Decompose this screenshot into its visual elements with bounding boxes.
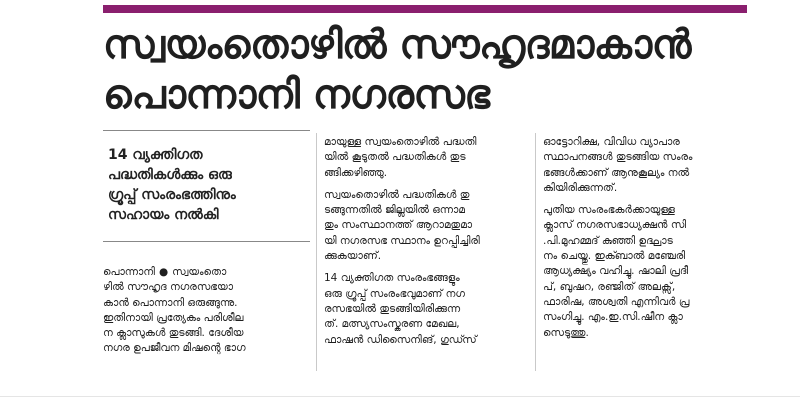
headline-line-1: സ്വയംതൊഴിൽ സൗഹൃദമാകാൻ	[103, 22, 691, 68]
text-line: യി നഗരസഭ സ്ഥാനം ഉറപ്പിച്ചിരി	[324, 234, 480, 247]
paragraph	[543, 203, 753, 341]
text-line	[103, 265, 308, 280]
text-line: ങ്ങിക്കഴിഞ്ഞു.	[324, 166, 388, 179]
headline	[103, 20, 763, 120]
text-line: ടങ്ങുന്നതിൽ ജില്ലയിൽ ഒന്നാമ	[324, 204, 465, 217]
text-line: കാൻ പൊന്നാനി ഒരുങ്ങുന്നു.	[103, 296, 238, 309]
deck-line: 14 വ്യക്തിഗത	[108, 147, 203, 163]
text-line: ത്. മത്സ്യസംസ്കരണ മേഖല,	[324, 318, 460, 331]
text-line: .പി.മുഹമ്മദ് കുഞ്ഞി ഉദ്ഘാട	[543, 234, 673, 247]
text-line: ഒരു ഗ്രൂപ്പ് സംരംഭവുമാണ് നഗ	[324, 287, 465, 300]
text-line: ഭങ്ങൾക്കാണ് ആനുകൂല്യം നൽ	[543, 166, 690, 179]
paragraph	[324, 271, 524, 347]
text-line-rest: സ്വയംതൊ	[172, 266, 227, 278]
text-line: നം ചെയ്തു. ഇക്ബാൽ മഞ്ചേരി	[543, 250, 686, 263]
text-line: ഴിൽ സൗഹൃദ നഗരസഭയാ	[103, 281, 234, 294]
text-line: ഫാരിഷ, അശ്വതി എന്നിവർ പ്ര	[543, 295, 690, 308]
deck-line: സഹായം നൽകി	[108, 207, 219, 223]
paragraph	[103, 265, 308, 357]
text-line: ക്ലാസ് നഗരസഭാധ്യക്ഷൻ സി	[543, 219, 687, 232]
dateline: പൊന്നാനി	[103, 266, 155, 278]
headline-line-2: പൊന്നാനി നഗരസഭ	[103, 72, 490, 118]
text-line: ഇതിനായി പ്രത്യേകം പരിശീല	[103, 311, 244, 324]
text-line: ന ക്ലാസുകൾ തുടങ്ങി. ദേശീയ	[103, 327, 244, 340]
text-line: സംഗിച്ചു. എം.ഇ.സി.ഷീന ക്ലാ	[543, 311, 683, 324]
bottom-rule	[0, 396, 800, 397]
text-line: ഓട്ടോറിക്ഷ, വിവിധ വ്യാപാര	[543, 136, 680, 148]
paragraph	[324, 188, 524, 264]
text-line: 14 വ്യക്തിഗത സംരംഭങ്ങളും	[324, 272, 460, 285]
text-line: ഫാഷൻ ഡിസൈനിങ്, ഗുഡ്സ്	[324, 333, 477, 346]
dateline-bullet: ●	[158, 266, 169, 278]
text-line: യിൽ കൂടുതൽ പദ്ധതികൾ തുട	[324, 151, 466, 164]
text-line: പുതിയ സംരംഭകർക്കായുള്ള	[543, 204, 675, 217]
paragraph	[324, 135, 524, 181]
paragraph	[543, 135, 753, 196]
article-column-2	[324, 135, 524, 348]
section-color-bar	[103, 5, 747, 13]
text-line: പ്, ബുഷറ, രഞ്ജിത് അലക്സ്,	[543, 280, 676, 293]
article-column-1	[103, 265, 308, 357]
text-line: രസഭയിൽ തുടങ്ങിയിരിക്കുന്ന	[324, 302, 461, 315]
subheadline-deck	[103, 130, 310, 242]
deck-line: പദ്ധതികൾക്കും ഒരു	[108, 167, 232, 183]
text-line: ക്കുകയാണ്.	[324, 250, 382, 263]
text-line: സ്വയംതൊഴിൽ പദ്ധതികൾ തു	[324, 188, 470, 201]
column-divider	[316, 133, 317, 371]
text-line: തും സംസ്ഥാനത്ത് ആറാമതുമാ	[324, 219, 473, 232]
text-line: നഗര ഉപജീവന മിഷന്റെ ഭാഗ	[103, 342, 246, 355]
column-divider	[535, 133, 536, 371]
text-line: കിയിരിക്കുന്നത്.	[543, 181, 618, 194]
text-line: ആധ്യക്ഷ്യം വഹിച്ചു. ഷാലി പ്രദീ	[543, 265, 689, 278]
text-line: സെടുത്തു.	[543, 326, 589, 339]
article-column-3	[543, 135, 753, 341]
text-line: സ്ഥാപനങ്ങൾ തുടങ്ങിയ സംരം	[543, 151, 693, 164]
deck-line: ഗ്രൂപ്പ് സംരംഭത്തിനും	[108, 187, 236, 203]
text-line: മായുള്ള സ്വയംതൊഴിൽ പദ്ധതി	[324, 136, 477, 148]
